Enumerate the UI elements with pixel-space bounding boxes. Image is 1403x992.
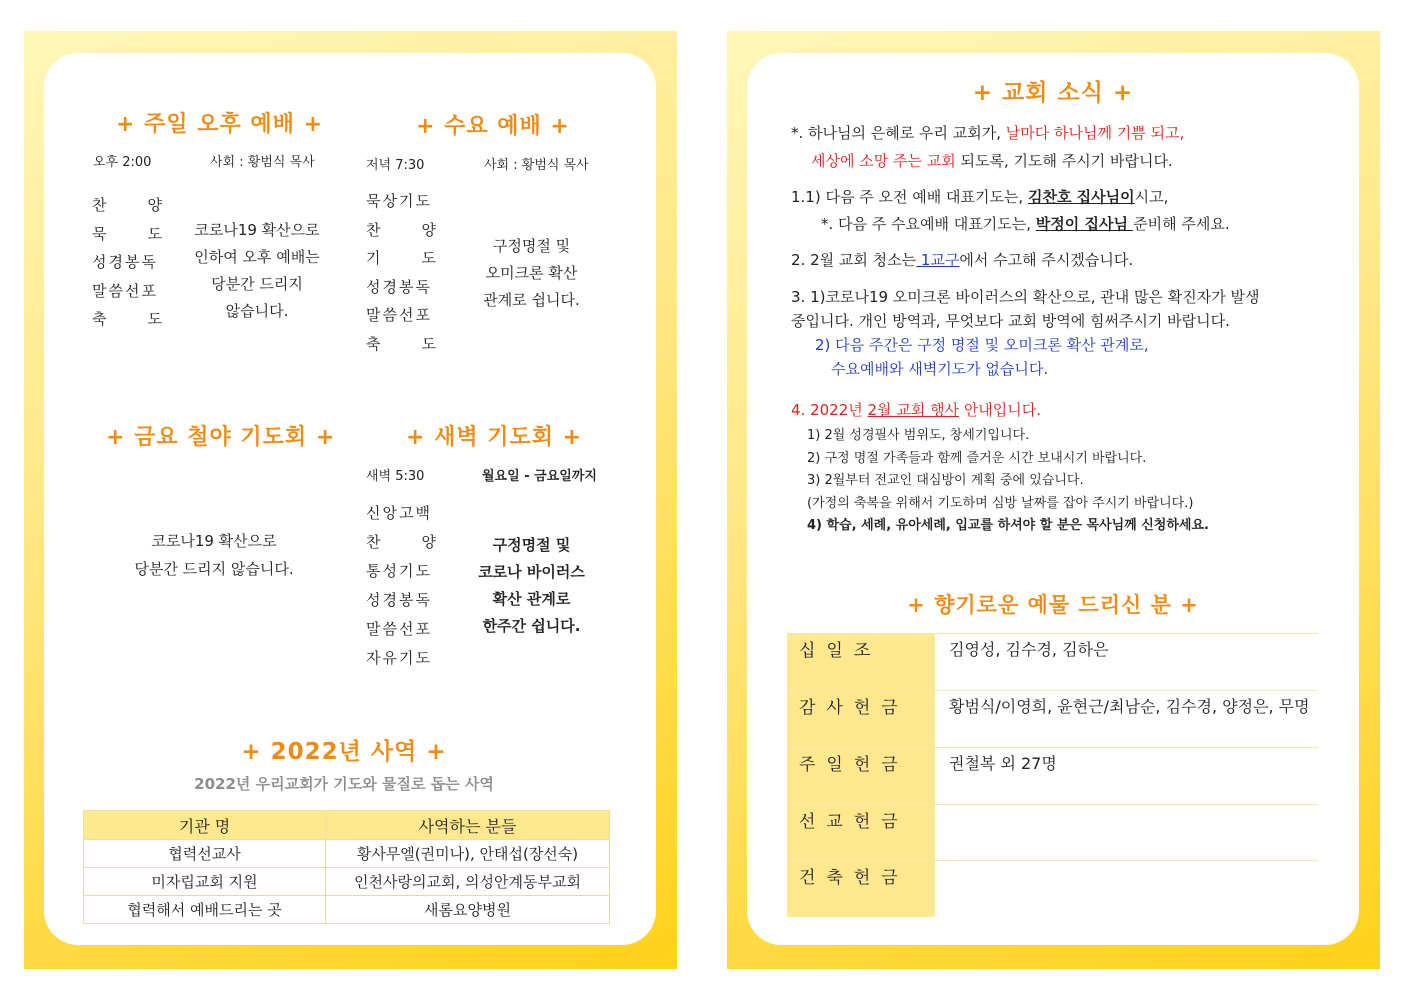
order-item: 말씀선포 <box>366 306 432 324</box>
news-title: + 교회 소식 + <box>972 80 1134 106</box>
order-item: 통성기도 <box>366 562 432 580</box>
order-item: 성경봉독 <box>92 253 158 271</box>
news-item-3: 3. 1)코로나19 오미크론 바이러스의 확산으로, 관내 많은 확진자가 발생 중입니다. 개인 방역과, 무엇보다 교회 방역에 힘써주시기 바랍니다. 2) 다음 주간은 구정 명절 및 오미크론 확산 관계로, 수요예배와 새벽기도가 없습니다. <box>791 288 1260 378</box>
left-card <box>44 53 656 945</box>
table-row: 미자립교회 지원 인천사랑의교회, 의성안계동부교회 <box>84 868 610 896</box>
order-item: 말씀선포 <box>366 620 432 638</box>
ministry-title: + 2022년 사역 + <box>241 739 447 765</box>
table-row: 협력선교사 황사무엘(권미나), 안태섭(장선숙) <box>84 840 610 868</box>
table-row: 선교헌금 <box>787 805 1318 861</box>
sunday-time: 오후 2:00 <box>93 155 152 170</box>
offering-table <box>787 633 1318 917</box>
table-row: 협력해서 예배드리는 곳 새롬요양병원 <box>84 896 610 924</box>
order-item: 축 도 <box>92 310 164 328</box>
order-item: 자유기도 <box>366 649 432 667</box>
news-item-4-list: 1) 2월 성경필사 범위도, 창세기입니다. 2) 구정 명절 가족들과 함께 즐거운 시간 보내시기 바랍니다. 3) 2월부터 전교인 대심방이 계획 중에 있습니다. (가정의 축복을 위해서 기도하며 심방 날짜를 잡아 주시기 바랍니다.) 4) 학습, 세례, 유아세례, 입교를 하셔야 할 분은 목사님께 신청하세요. <box>807 428 1209 533</box>
dawn-title: + 새벽 기도회 + <box>406 425 583 450</box>
wednesday-order <box>366 187 438 358</box>
offering-title: + 향기로운 예물 드리신 분 + <box>907 593 1199 617</box>
order-item: 묵상기도 <box>366 192 432 210</box>
order-item: 성경봉독 <box>366 591 432 609</box>
wednesday-time: 저녁 7:30 <box>366 158 425 173</box>
wednesday-leader: 사회 : 황범식 목사 <box>484 158 589 173</box>
friday-title: + 금요 철야 기도회 + <box>106 425 336 450</box>
news-item-1: 1.1) 다음 주 오전 예배 대표기도는, 김찬호 집사님이시고, *. 다음 주 수요예배 대표기도는, 박정이 집사님 준비해 주세요. <box>791 188 1230 233</box>
order-item: 찬 양 <box>92 196 164 214</box>
dawn-time: 새벽 5:30 <box>366 469 425 484</box>
dawn-order <box>366 499 438 673</box>
order-item: 묵 도 <box>92 224 164 243</box>
wednesday-notice: 구정명절 및 오미크론 확산 관계로 쉽니다. <box>483 237 580 309</box>
right-card <box>747 53 1359 945</box>
order-item: 찬 양 <box>366 220 438 239</box>
friday-notice: 코로나19 확산으로 당분간 드리지 않습니다. <box>134 532 294 578</box>
left-page <box>24 31 677 969</box>
table-row: 십일조 김영성, 김수경, 김하은 <box>787 634 1318 691</box>
table-row: 주일헌금 권철복 외 27명 <box>787 748 1318 805</box>
order-item: 성경봉독 <box>366 277 432 296</box>
order-item: 축 도 <box>366 334 438 353</box>
ministry-table <box>83 810 610 924</box>
news-item-4-heading: 4. 2022년 2월 교회 행사 안내입니다. <box>791 401 1042 419</box>
column-header: 사역하는 분들 <box>326 811 610 840</box>
dawn-notice: 구정명절 및 코로나 바이러스 확산 관계로 한주간 쉽니다. <box>478 536 585 635</box>
ministry-subtitle: 2022년 우리교회가 기도와 물질로 돕는 사역 <box>194 775 494 793</box>
table-row: 감사헌금 황범식/이영희, 윤현근/최남순, 김수경, 양정은, 무명 <box>787 691 1318 748</box>
order-item: 기 도 <box>366 249 438 267</box>
wednesday-title: + 수요 예배 + <box>416 114 570 139</box>
sunday-notice: 코로나19 확산으로 인하여 오후 예배는 당분간 드리지 않습니다. <box>194 221 320 320</box>
news-intro: *. 하나님의 은혜로 우리 교회가, 날마다 하나님께 기쁨 되고, 세상에 소망 주는 교회 되도록, 기도해 주시기 바랍니다. <box>791 124 1185 170</box>
order-item: 말씀선포 <box>92 281 158 300</box>
sunday-leader: 사회 : 황범식 목사 <box>210 155 315 170</box>
order-item: 신앙고백 <box>366 504 432 522</box>
news-item-2: 2. 2월 교회 청소는 1교구에서 수고해 주시겠습니다. <box>791 251 1134 269</box>
sunday-order <box>92 191 164 334</box>
table-header-row <box>84 811 610 840</box>
column-header: 기관 명 <box>84 811 326 840</box>
dawn-days: 월요일 - 금요일까지 <box>482 469 597 484</box>
table-row: 건축헌금 <box>787 861 1318 917</box>
sunday-title: + 주일 오후 예배 + <box>116 112 324 137</box>
right-page <box>727 31 1380 969</box>
order-item: 찬 양 <box>366 533 438 551</box>
